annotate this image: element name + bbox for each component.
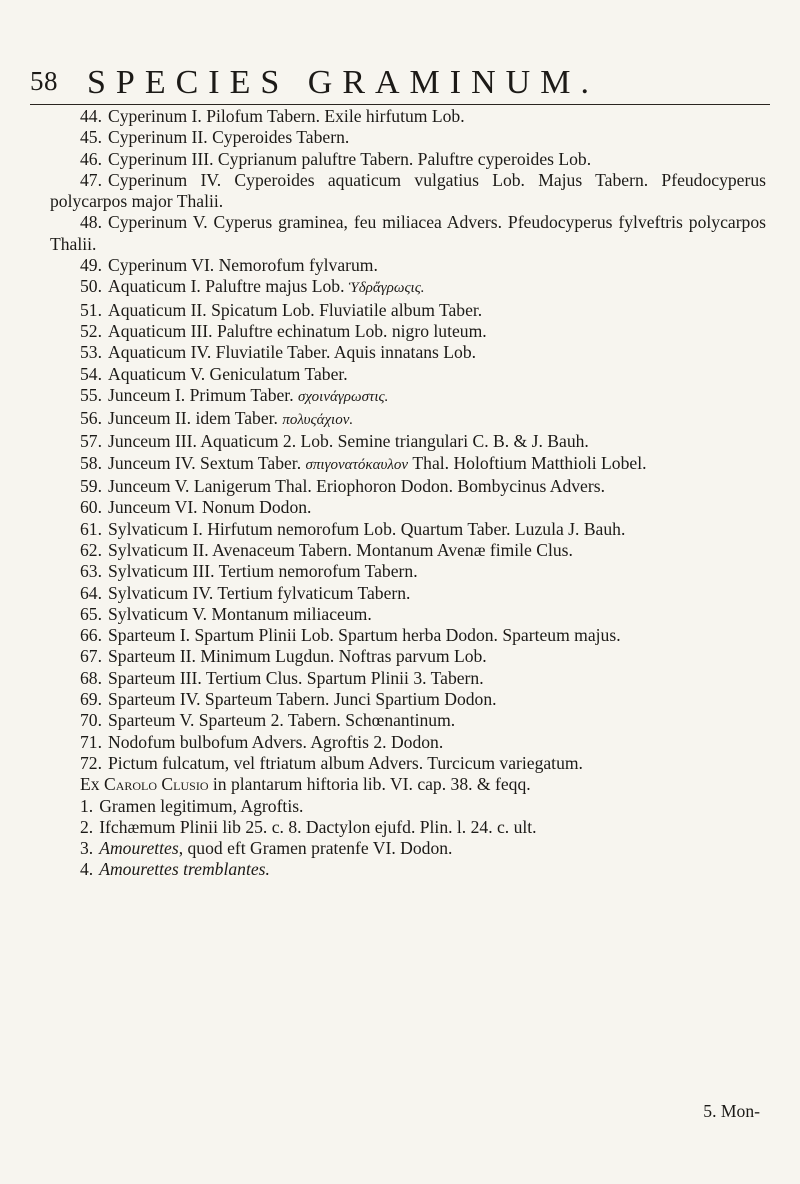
entry-text: Aquaticum II. Spicatum Lob. Fluviatile album Taber. [108,299,483,320]
entry-number: 62. [80,539,102,560]
list-item [50,453,766,476]
section-heading-rest: in plantarum hiftoria lib. VI. cap. 38. & feqq. [212,774,531,795]
list-item [50,106,766,127]
list-item [50,300,766,321]
list-item [50,212,766,255]
entry-text: Gramen legitimum, Agroftis. [99,795,304,816]
list-item [50,583,766,604]
page-number: 58 [30,66,58,96]
entry-number: 61. [80,518,102,539]
entry-text: Junceum V. Lanigerum Thal. Eriophoron Dodon. Bombycinus Advers. [108,476,605,497]
list-item [50,321,766,342]
entry-text: , quod eft Gramen pratenfe VI. Dodon. [178,838,453,859]
entry-text: Cyperinum IV. Cyperoides aquaticum vulgatius Lob. Majus Tabern. Pfeudocyperus polycarpos major Thalii. [50,169,766,212]
entry-text: Sylvaticum II. Avenaceum Tabern. Montanum Avenæ fimile Clus. [108,539,573,560]
entry-greek-name: Ὑδρἄγρωςις. [348,280,425,297]
entry-text: Sparteum I. Spartum Plinii Lob. Spartum herba Dodon. Sparteum majus. [108,625,621,646]
entry-number: 71. [80,731,102,752]
list-item [50,519,766,540]
list-item [50,838,766,859]
page-body [50,106,766,881]
list-item [50,646,766,667]
list-item [50,127,766,148]
page-header [30,64,770,105]
entry-text: Sylvaticum I. Hirfutum nemorofum Lob. Quartum Taber. Luzula J. Bauh. [108,518,626,539]
list-item [50,625,766,646]
list-item [50,364,766,385]
list-item [50,170,766,213]
clusius-list [50,796,766,881]
entry-number: 51. [80,299,102,320]
entry-text: Sylvaticum IV. Tertium fylvaticum Tabern. [108,582,411,603]
catchword: 5. Mon- [703,1101,760,1121]
entry-number: 2. [80,816,94,837]
list-item [50,668,766,689]
entry-greek-name: πολυςάχιον. [282,412,354,429]
entry-number: 52. [80,320,102,341]
entry-text: Junceum I. Primum Taber. [108,384,294,405]
entry-number: 46. [80,148,102,169]
list-item [50,497,766,518]
entry-number: 56. [80,408,102,429]
entry-number: 60. [80,497,102,518]
entry-text: Cyperinum V. Cyperus graminea, feu miliacea Advers. Pfeudocyperus fylveftris polycarpos Thalii. [50,212,766,254]
list-item [50,753,766,774]
list-item [50,342,766,363]
entry-text: Sparteum IV. Sparteum Tabern. Junci Spartium Dodon. [108,689,497,710]
entry-number: 72. [80,752,102,773]
entry-greek-name: σχοινάγρωστις. [298,388,389,405]
entry-number: 49. [80,255,102,276]
entry-text: Aquaticum V. Geniculatum Taber. [108,363,348,384]
entry-number: 57. [80,431,102,452]
entry-greek-name: σπιγονατόκαυλον [305,456,409,473]
entry-number: 44. [80,106,102,126]
species-list [50,106,766,774]
entry-number: 45. [80,127,102,148]
entry-text: Cyperinum I. Pilofum Tabern. Exile hirfutum Lob. [108,106,465,126]
section-heading-prefix: Ex [80,774,100,795]
list-item [50,255,766,276]
entry-number: 70. [80,710,102,731]
list-item [50,817,766,838]
entry-text: Sylvaticum V. Montanum miliaceum. [108,603,372,624]
list-item [50,710,766,731]
entry-text: Pictum fulcatum, vel ftriatum album Advers. Turcicum variegatum. [108,752,583,773]
list-item [50,276,766,299]
entry-text: Aquaticum I. Paluftre majus Lob. [108,276,345,297]
entry-text: Aquaticum III. Paluftre echinatum Lob. nigro luteum. [108,320,487,341]
list-item [50,431,766,452]
section-heading [50,774,766,795]
list-item [50,796,766,817]
entry-text: Junceum IV. Sextum Taber. [108,452,302,473]
entry-number: 66. [80,625,102,646]
list-item [50,408,766,431]
section-heading-author: Carolo Clusio [103,774,209,795]
entry-text: Sparteum III. Tertium Clus. Spartum Plinii 3. Tabern. [108,667,484,688]
entry-text: Nodofum bulbofum Advers. Agroftis 2. Dodon. [108,731,444,752]
entry-text: Aquaticum IV. Fluviatile Taber. Aquis innatans Lob. [108,342,477,363]
entry-text: Sylvaticum III. Tertium nemorofum Tabern. [108,561,418,582]
list-item [50,689,766,710]
entry-text: Cyperinum VI. Nemorofum fylvarum. [108,255,378,276]
entry-text: Ifchæmum Plinii lib 25. c. 8. Dactylon ejufd. Plin. l. 24. c. ult. [99,816,537,837]
entry-text: Junceum II. idem Taber. [108,408,278,429]
entry-text: Junceum III. Aquaticum 2. Lob. Semine triangulari C. B. & J. Bauh. [108,431,589,452]
list-item [50,561,766,582]
entry-number: 67. [80,646,102,667]
entry-number: 55. [80,384,102,405]
entry-number: 3. [80,838,94,859]
list-item [50,604,766,625]
entry-number: 69. [80,689,102,710]
entry-number: 50. [80,276,102,297]
entry-number: 4. [80,859,94,880]
entry-number: 48. [80,212,102,233]
entry-number: 68. [80,667,102,688]
list-item [50,540,766,561]
entry-text: Cyperinum II. Cyperoides Tabern. [108,127,350,148]
entry-text-continued: Thal. Holoftium Matthioli Lobel. [412,452,647,473]
entry-text: Sparteum II. Minimum Lugdun. Noftras parvum Lob. [108,646,487,667]
entry-number: 58. [80,452,102,473]
entry-italic-name: Amourettes tremblantes. [99,859,270,880]
entry-number: 65. [80,603,102,624]
entry-text: Cyperinum III. Cyprianum paluftre Tabern. Paluftre cyperoides Lob. [108,148,592,169]
list-item [50,476,766,497]
entry-number: 1. [80,795,94,816]
running-title: SPECIES GRAMINUM. [87,64,599,101]
list-item [50,149,766,170]
list-item [50,732,766,753]
entry-number: 53. [80,342,102,363]
entry-number: 64. [80,582,102,603]
entry-number: 59. [80,476,102,497]
list-item [50,385,766,408]
list-item [50,859,766,880]
entry-number: 63. [80,561,102,582]
entry-text: Sparteum V. Sparteum 2. Tabern. Schœnantinum. [108,710,456,731]
entry-number: 47. [80,169,102,190]
entry-number: 54. [80,363,102,384]
entry-text: Junceum VI. Nonum Dodon. [108,497,312,518]
entry-italic-name: Amourettes [99,838,179,859]
